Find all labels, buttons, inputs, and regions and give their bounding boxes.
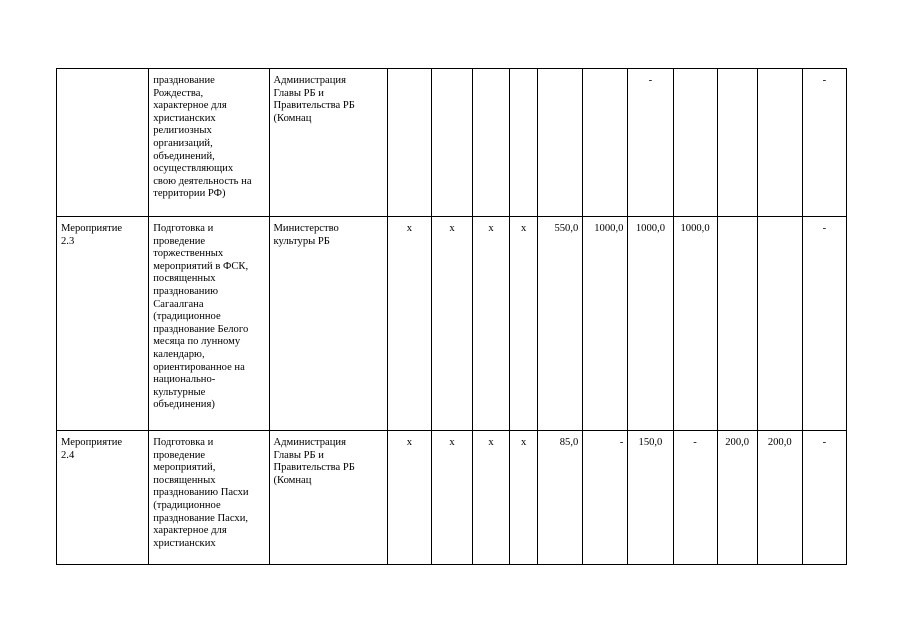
value-cell: x (431, 217, 472, 431)
activity-description-cell: Подготовка и проведение мероприятий, посвященных празднованию Пасхи (традиционное празднование Пасхи, характерное для христианских (149, 431, 269, 565)
table-row (57, 69, 847, 217)
activity-description-cell: празднование Рождества, характерное для христианских религиозных организаций, объединений, осуществляющих свою деятельность на территории РФ) (149, 69, 269, 217)
value-cell: - (628, 69, 673, 217)
value-cell (431, 69, 472, 217)
value-cell: - (802, 69, 846, 217)
value-cell: 1000,0 (673, 217, 717, 431)
value-cell (717, 69, 757, 217)
value-cell: - (583, 431, 628, 565)
value-cell: x (387, 431, 431, 565)
value-cell: x (473, 431, 510, 565)
value-cell (473, 69, 510, 217)
value-cell: x (431, 431, 472, 565)
activity-name-cell: Мероприятие 2.3 (57, 217, 149, 431)
activity-name-cell: Мероприятие 2.4 (57, 431, 149, 565)
value-cell: - (802, 217, 846, 431)
table-row (57, 431, 847, 565)
value-cell (583, 69, 628, 217)
value-cell: x (387, 217, 431, 431)
value-cell (673, 69, 717, 217)
executor-cell: Администрация Главы РБ и Правительства РБ (Комнац (269, 69, 387, 217)
value-cell: - (802, 431, 846, 565)
value-cell: - (673, 431, 717, 565)
value-cell (757, 217, 802, 431)
value-cell (510, 69, 538, 217)
value-cell: x (473, 217, 510, 431)
table-row (57, 217, 847, 431)
activity-description-cell: Подготовка и проведение торжественных мероприятий в ФСК, посвященных празднованию Сагаалгана (традиционное празднование Белого месяца по лунному календарю, ориентированное на национально- культурные объединения) (149, 217, 269, 431)
value-cell: 85,0 (538, 431, 583, 565)
executor-cell: Администрация Главы РБ и Правительства РБ (Комнац (269, 431, 387, 565)
value-cell: 550,0 (538, 217, 583, 431)
value-cell: 200,0 (757, 431, 802, 565)
value-cell: x (510, 217, 538, 431)
program-activities-table (56, 68, 847, 565)
value-cell (387, 69, 431, 217)
value-cell: 1000,0 (583, 217, 628, 431)
value-cell: 150,0 (628, 431, 673, 565)
table-body (57, 69, 847, 565)
value-cell: 1000,0 (628, 217, 673, 431)
executor-cell: Министерство культуры РБ (269, 217, 387, 431)
value-cell (757, 69, 802, 217)
value-cell (717, 217, 757, 431)
value-cell: x (510, 431, 538, 565)
activity-name-cell (57, 69, 149, 217)
value-cell (538, 69, 583, 217)
value-cell: 200,0 (717, 431, 757, 565)
